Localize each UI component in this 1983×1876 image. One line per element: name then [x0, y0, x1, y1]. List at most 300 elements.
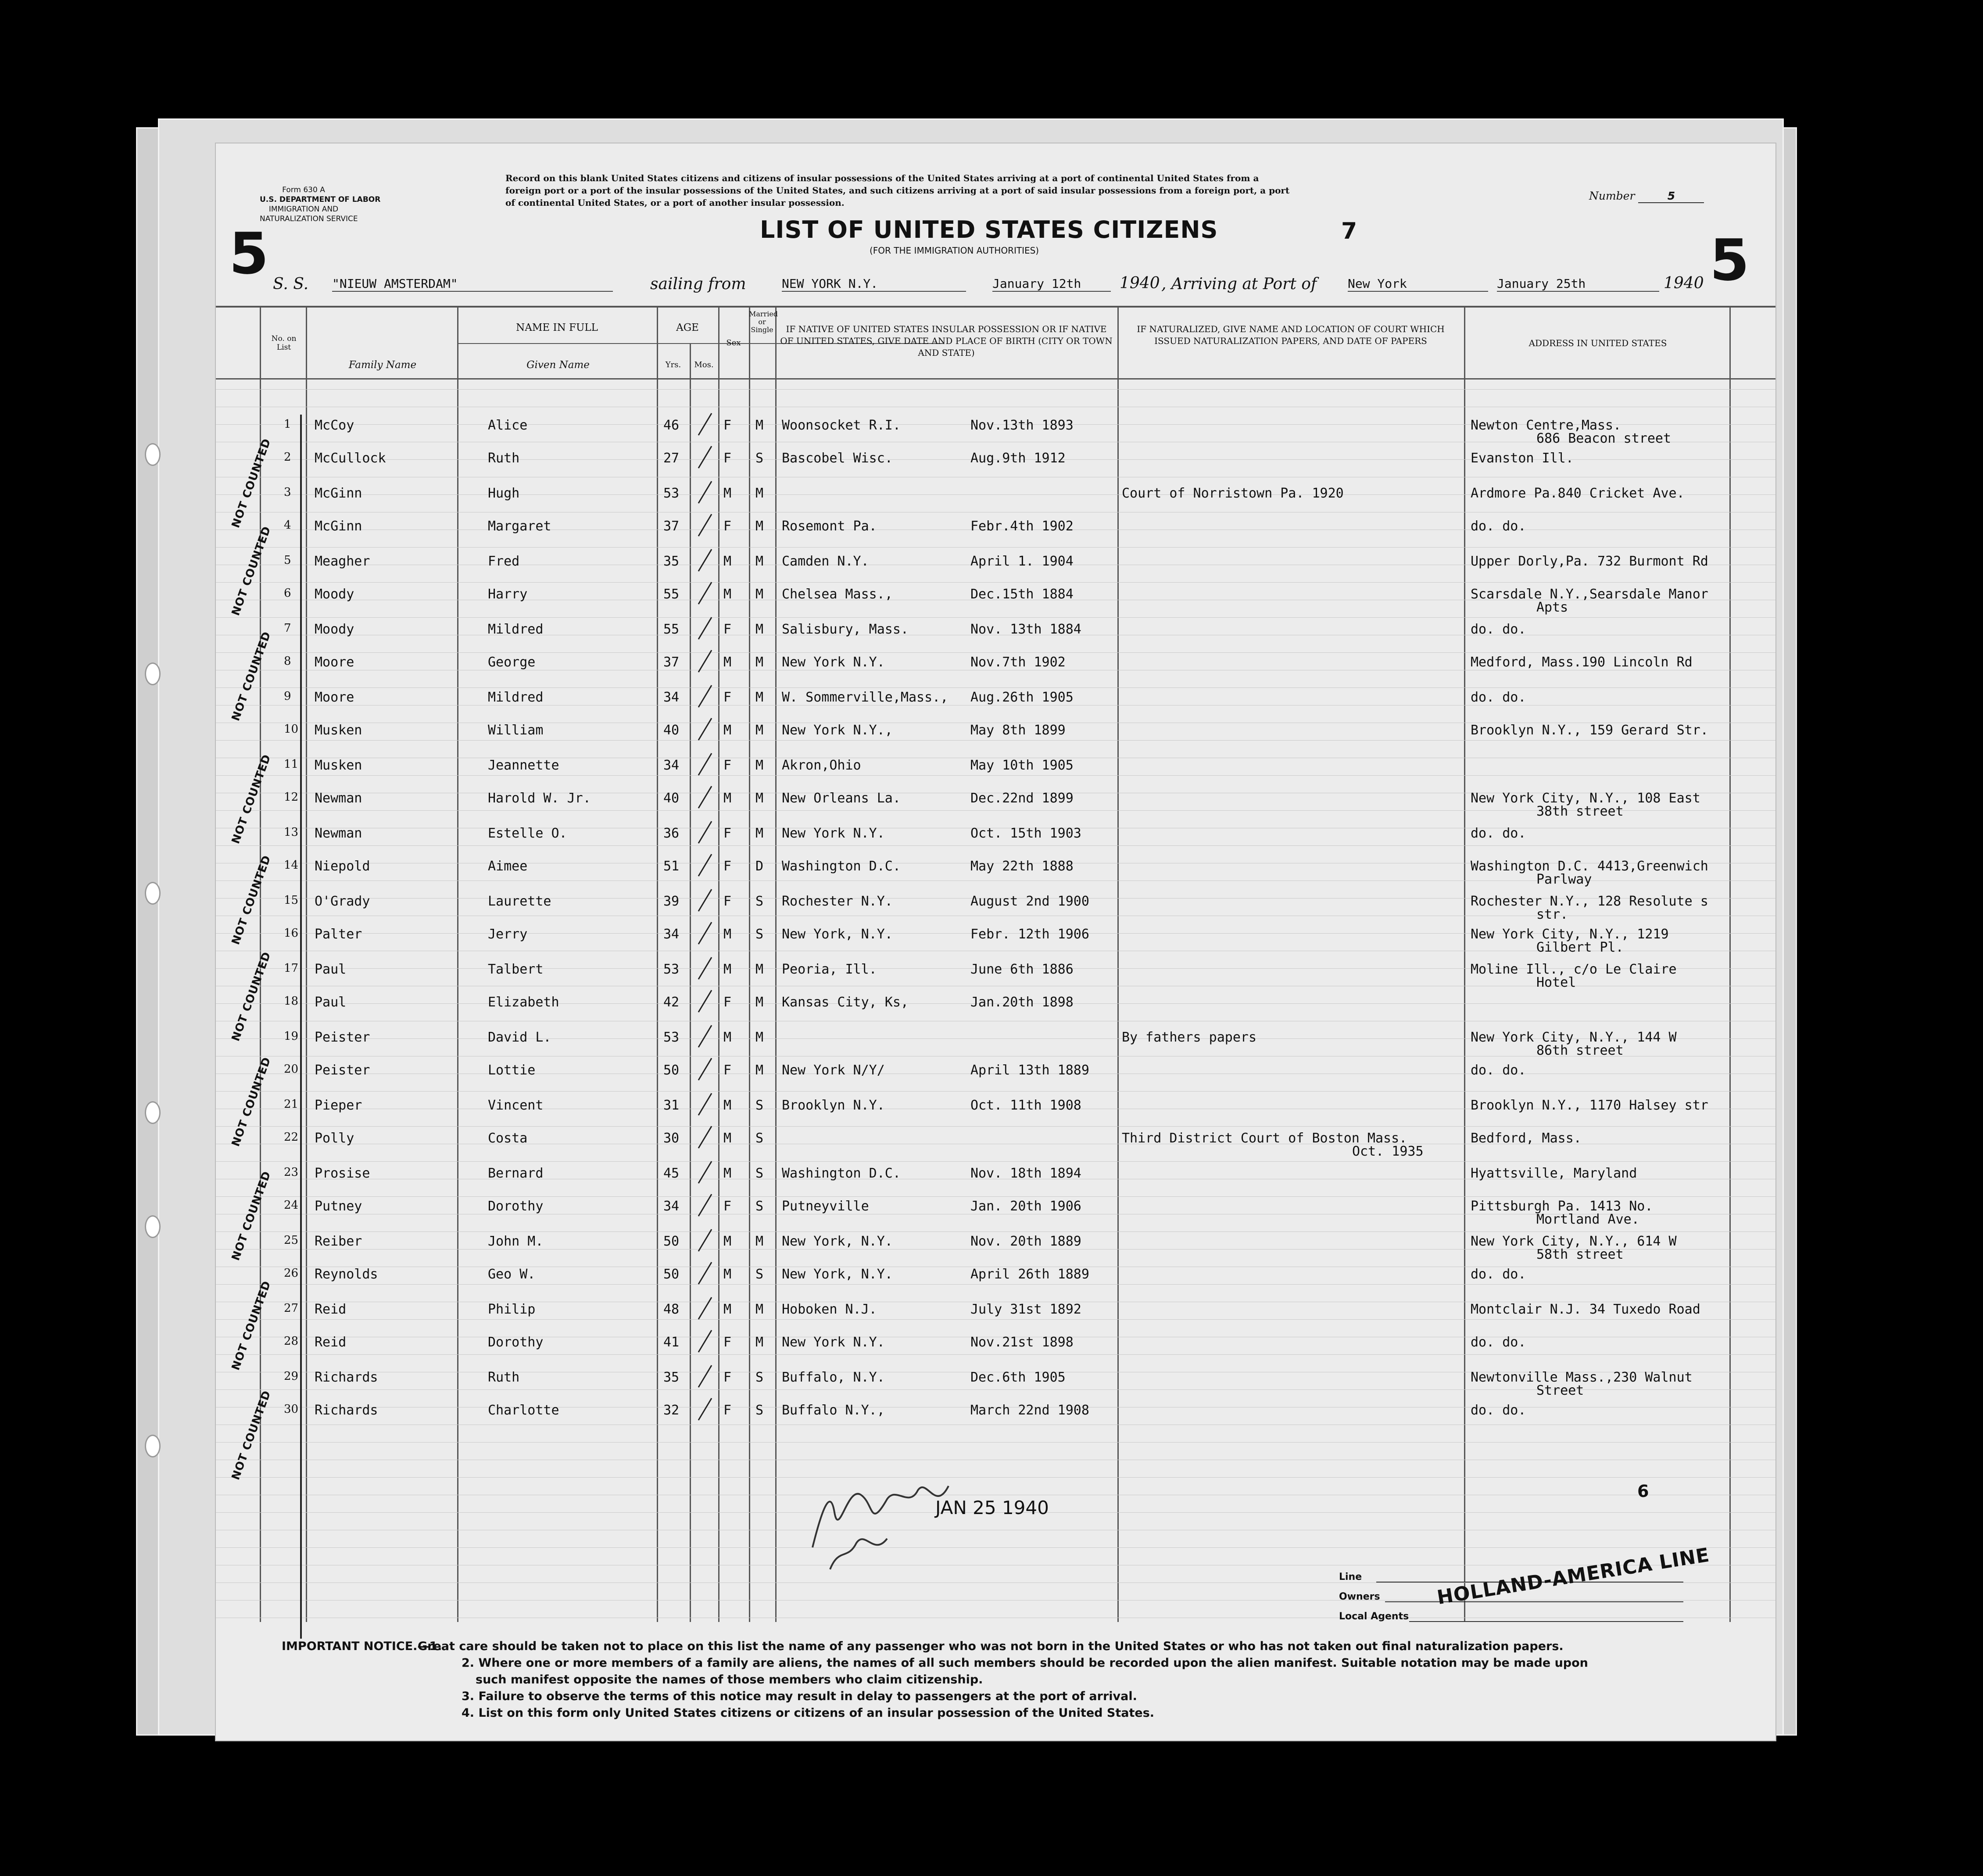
marital-status: M: [755, 486, 764, 501]
row-number: 2: [284, 451, 291, 464]
given-name: Fred: [488, 554, 520, 569]
address: New York City, N.Y., 108 East: [1471, 791, 1700, 806]
naturalization: Court of Norristown Pa. 1920: [1122, 486, 1344, 501]
table-row: [216, 1403, 1775, 1438]
header-married-single: Married or Single: [749, 310, 778, 334]
given-name: Jerry: [488, 927, 528, 942]
tick-mark: [696, 512, 714, 538]
birth-place: Rosemont Pa.: [782, 519, 877, 534]
address: Brooklyn N.Y., 1170 Halsey str: [1471, 1098, 1708, 1113]
given-name: Talbert: [488, 962, 544, 977]
arriving-label: , Arriving at Port of: [1161, 275, 1317, 293]
row-number: 20: [284, 1063, 299, 1076]
table-row: [216, 1030, 1775, 1065]
tick-mark: [696, 547, 714, 573]
marital-status: S: [755, 1199, 764, 1214]
age-years: 46: [663, 418, 680, 433]
table-row: [216, 622, 1775, 657]
row-number: 30: [284, 1403, 299, 1416]
tick-mark: [696, 1192, 714, 1218]
age-years: 36: [663, 826, 680, 841]
birth-date: Nov. 18th 1894: [970, 1166, 1081, 1181]
holland-america-stamp: HOLLAND-AMERICA LINE: [1435, 1543, 1711, 1609]
address: do. do.: [1471, 1063, 1526, 1078]
given-name: David L.: [488, 1030, 551, 1045]
address: New York City, N.Y., 614 W: [1471, 1234, 1677, 1249]
marital-status: S: [755, 1370, 764, 1385]
address: Washington D.C. 4413,Greenwich: [1471, 859, 1708, 874]
address: Newtonville Mass.,230 Walnut: [1471, 1370, 1693, 1385]
birth-place: Rochester N.Y.: [782, 894, 893, 909]
header-family-name: Family Name: [348, 359, 417, 371]
address: Hyattsville, Maryland: [1471, 1166, 1637, 1181]
birth-place: Salisbury, Mass.: [782, 622, 909, 637]
agents-label: Local Agents: [1339, 1611, 1409, 1622]
address: Newton Centre,Mass.: [1471, 418, 1621, 433]
family-name: McGinn: [315, 519, 362, 534]
sex: M: [723, 587, 732, 602]
given-name: Alice: [488, 418, 528, 433]
birth-date: Nov.7th 1902: [970, 655, 1066, 670]
line-label: Line: [1339, 1572, 1362, 1582]
header-age: AGE: [676, 322, 699, 333]
sex: F: [723, 1370, 732, 1385]
tick-mark: [696, 784, 714, 810]
corner-mark-left: 5: [229, 220, 269, 287]
not-counted-stamp: NOT COUNTED: [229, 853, 273, 946]
arrive-date: January 25th: [1497, 276, 1659, 292]
punch-hole: [145, 882, 161, 905]
row-number: 17: [284, 962, 299, 975]
depart-year: 1940: [1120, 274, 1160, 292]
given-name: Dorothy: [488, 1335, 544, 1350]
address-line-2: Parlway: [1536, 872, 1592, 887]
row-number: 9: [284, 690, 291, 703]
birth-date: March 22nd 1908: [970, 1403, 1089, 1418]
page-total: 6: [1637, 1482, 1649, 1501]
family-name: Richards: [315, 1370, 378, 1385]
sex: M: [723, 1030, 732, 1045]
marital-status: M: [755, 758, 764, 773]
address-line-2: Apts: [1536, 600, 1568, 615]
given-name: Philip: [488, 1302, 536, 1317]
address: do. do.: [1471, 519, 1526, 534]
sex: M: [723, 927, 732, 942]
age-years: 37: [663, 519, 680, 534]
not-counted-stamp: NOT COUNTED: [229, 524, 273, 617]
instruction-line: Record on this blank United States citizens and citizens of insular possessions of the United States arriving at a port of continental United States from a: [505, 173, 1259, 183]
table-row: [216, 723, 1775, 758]
not-counted-stamp: NOT COUNTED: [229, 752, 273, 845]
birth-date: Oct. 11th 1908: [970, 1098, 1081, 1113]
marital-status: M: [755, 723, 764, 738]
department: NATURALIZATION SERVICE: [260, 215, 358, 223]
marital-status: M: [755, 655, 764, 670]
sex: M: [723, 554, 732, 569]
naturalization: Third District Court of Boston Mass.: [1122, 1131, 1407, 1146]
family-name: Meagher: [315, 554, 370, 569]
sex: M: [723, 655, 732, 670]
family-name: Niepold: [315, 859, 370, 874]
row-number: 11: [284, 758, 299, 771]
address-line-2: 686 Beacon street: [1536, 431, 1672, 446]
row-number: 18: [284, 995, 299, 1008]
header-sex: Sex: [726, 338, 741, 347]
ruling-line: [216, 1477, 1775, 1478]
address: Montclair N.J. 34 Tuxedo Road: [1471, 1302, 1700, 1317]
sex: F: [723, 451, 732, 466]
sex: F: [723, 418, 732, 433]
number-field: [1589, 190, 1704, 203]
header-name-in-full: NAME IN FULL: [516, 322, 598, 333]
birth-date: Nov.21st 1898: [970, 1335, 1074, 1350]
birth-place: New Orleans La.: [782, 791, 901, 806]
age-years: 51: [663, 859, 680, 874]
family-name: Reiber: [315, 1234, 362, 1249]
address: Ardmore Pa.840 Cricket Ave.: [1471, 486, 1685, 501]
birth-date: May 10th 1905: [970, 758, 1074, 773]
address: Brooklyn N.Y., 159 Gerard Str.: [1471, 723, 1708, 738]
row-number: 23: [284, 1166, 299, 1179]
birth-place: Kansas City, Ks,: [782, 995, 909, 1010]
address: Medford, Mass.190 Lincoln Rd: [1471, 655, 1693, 670]
row-number: 26: [284, 1267, 299, 1280]
notice-item-1: Great care should be taken not to place on this list the name of any passenger who was not born in the United States or who has not taken out final naturalization papers.: [418, 1640, 1564, 1653]
address-line-2: 86th street: [1536, 1043, 1624, 1058]
number-label: Number: [1589, 190, 1635, 202]
table-row: [216, 927, 1775, 962]
table-row: [216, 1131, 1775, 1166]
tick-mark: [696, 1159, 714, 1185]
family-name: Reid: [315, 1335, 347, 1350]
page-title: LIST OF UNITED STATES CITIZENS: [760, 216, 1218, 243]
department: U.S. DEPARTMENT OF LABOR: [260, 195, 381, 204]
family-name: Newman: [315, 826, 362, 841]
age-years: 34: [663, 927, 680, 942]
marital-status: M: [755, 587, 764, 602]
row-number: 19: [284, 1030, 299, 1043]
marital-status: S: [755, 894, 764, 909]
address-line-2: Street: [1536, 1383, 1584, 1398]
tick-mark: [696, 1227, 714, 1253]
sex: M: [723, 1302, 732, 1317]
sex: F: [723, 859, 732, 874]
birth-place: Washington D.C.: [782, 1166, 901, 1181]
form-id-block: [260, 185, 381, 224]
sex: M: [723, 1267, 732, 1282]
notice-item-2: 2. Where one or more members of a family are aliens, the names of all such members should be recorded upon the alien manifest. Suitable notation may be made upon: [462, 1656, 1588, 1670]
tick-mark: [696, 751, 714, 777]
row-number: 1: [284, 418, 291, 431]
row-number: 28: [284, 1335, 299, 1348]
not-counted-stamp: NOT COUNTED: [229, 437, 273, 530]
birth-place: Bascobel Wisc.: [782, 451, 893, 466]
header-yrs: Yrs.: [665, 360, 681, 369]
age-years: 55: [663, 587, 680, 602]
not-counted-stamp: NOT COUNTED: [229, 950, 273, 1043]
birth-place: New York N.Y.: [782, 655, 885, 670]
tick-mark: [696, 1124, 714, 1150]
tick-mark: [696, 1091, 714, 1117]
family-name: Reid: [315, 1302, 347, 1317]
row-number: 5: [284, 554, 291, 567]
age-years: 40: [663, 723, 680, 738]
table-top-rule: [216, 306, 1775, 308]
row-number: 7: [284, 622, 291, 635]
marital-status: M: [755, 418, 764, 433]
sex: F: [723, 1335, 732, 1350]
birth-place: Akron,Ohio: [782, 758, 861, 773]
table-row: [216, 690, 1775, 725]
birth-place: New York N.Y.: [782, 1335, 885, 1350]
table-row: [216, 962, 1775, 997]
marital-status: S: [755, 1166, 764, 1181]
form-id: Form 630 A: [282, 186, 325, 194]
age-years: 30: [663, 1131, 680, 1146]
marital-status: S: [755, 451, 764, 466]
age-years: 50: [663, 1063, 680, 1078]
age-years: 31: [663, 1098, 680, 1113]
tick-mark: [696, 852, 714, 878]
tick-mark: [696, 1295, 714, 1321]
tick-mark: [696, 1363, 714, 1389]
address: Pittsburgh Pa. 1413 No.: [1471, 1199, 1653, 1214]
birth-place: Camden N.Y.: [782, 554, 869, 569]
family-name: Moore: [315, 655, 354, 670]
family-name: Polly: [315, 1131, 354, 1146]
arrive-year: 1940: [1664, 274, 1704, 292]
marital-status: M: [755, 690, 764, 705]
birth-date: Oct. 15th 1903: [970, 826, 1081, 841]
ss-label: S. S.: [273, 275, 309, 293]
age-years: 45: [663, 1166, 680, 1181]
address-line-2: 38th street: [1536, 804, 1624, 819]
tick-mark: [696, 1023, 714, 1049]
marital-status: M: [755, 622, 764, 637]
table-row: [216, 758, 1775, 793]
birth-place: New York, N.Y.: [782, 927, 893, 942]
owners-label: Owners: [1339, 1591, 1380, 1602]
given-name: Vincent: [488, 1098, 544, 1113]
table-row: [216, 1063, 1775, 1098]
punch-hole: [145, 443, 161, 466]
table-row: [216, 486, 1775, 521]
given-name: George: [488, 655, 536, 670]
sex: F: [723, 1199, 732, 1214]
agents-rule: [1409, 1621, 1683, 1622]
marital-status: M: [755, 519, 764, 534]
birth-date: Nov.13th 1893: [970, 418, 1074, 433]
birth-date: Aug.9th 1912: [970, 451, 1066, 466]
table-row: [216, 1335, 1775, 1370]
header-no-on-list: No. on List: [271, 334, 297, 352]
row-number: 3: [284, 486, 291, 499]
address-line-2: Gilbert Pl.: [1536, 940, 1624, 955]
given-name: Harold W. Jr.: [488, 791, 591, 806]
table-row: [216, 859, 1775, 894]
table-row: [216, 1234, 1775, 1269]
birth-date: Dec.15th 1884: [970, 587, 1074, 602]
naturalization-date: Oct. 1935: [1352, 1144, 1424, 1159]
not-counted-stamp: NOT COUNTED: [229, 1169, 273, 1262]
age-years: 34: [663, 1199, 680, 1214]
header-bottom-rule: [216, 378, 1775, 379]
family-name: Musken: [315, 758, 362, 773]
address: Evanston Ill.: [1471, 451, 1574, 466]
naturalization: By fathers papers: [1122, 1030, 1257, 1045]
row-number: 21: [284, 1098, 299, 1111]
row-number: 13: [284, 826, 299, 839]
age-years: 35: [663, 1370, 680, 1385]
family-name: O'Grady: [315, 894, 370, 909]
family-name: Reynolds: [315, 1267, 378, 1282]
birth-date: April 26th 1889: [970, 1267, 1089, 1282]
tick-mark: [696, 1328, 714, 1354]
family-name: Moore: [315, 690, 354, 705]
sex: F: [723, 758, 732, 773]
row-number: 24: [284, 1199, 299, 1212]
sex: M: [723, 962, 732, 977]
table-row: [216, 1098, 1775, 1133]
address: Bedford, Mass.: [1471, 1131, 1582, 1146]
sex: F: [723, 622, 732, 637]
marital-status: M: [755, 1335, 764, 1350]
table-row: [216, 587, 1775, 622]
tick-mark: [696, 920, 714, 946]
age-years: 32: [663, 1403, 680, 1418]
given-name: Lottie: [488, 1063, 536, 1078]
marital-status: M: [755, 962, 764, 977]
birth-date: Jan. 20th 1906: [970, 1199, 1081, 1214]
header-naturalized: IF NATURALIZED, GIVE NAME AND LOCATION OF COURT WHICH ISSUED NATURALIZATION PAPERS, AND DATE OF PAPERS: [1137, 324, 1445, 346]
sex: F: [723, 826, 732, 841]
family-name: Peister: [315, 1030, 370, 1045]
table-row: [216, 1370, 1775, 1405]
birth-place: New York, N.Y.: [782, 1267, 893, 1282]
tick-mark: [696, 683, 714, 709]
family-name: Paul: [315, 995, 347, 1010]
address-line-2: 58th street: [1536, 1247, 1624, 1262]
page-subtitle: (FOR THE IMMIGRATION AUTHORITIES): [870, 245, 1039, 256]
header-birth: IF NATIVE OF UNITED STATES INSULAR POSSESSION OR IF NATIVE OF UNITED STATES, GIVE DATE AND PLACE OF BIRTH (CITY OR TOWN AND STATE): [780, 324, 1113, 358]
family-name: Paul: [315, 962, 347, 977]
punch-hole: [145, 1215, 161, 1238]
instruction-line: foreign port or a port of the insular possessions of the United States, and such citizens arriving at a port of said insular possessions from a foreign port, a port: [505, 185, 1290, 196]
age-years: 50: [663, 1234, 680, 1249]
address: Upper Dorly,Pa. 732 Burmont Rd: [1471, 554, 1708, 569]
header-mos: Mos.: [694, 360, 714, 369]
birth-date: August 2nd 1900: [970, 894, 1089, 909]
family-name: McCoy: [315, 418, 354, 433]
family-name: Palter: [315, 927, 362, 942]
table-row: [216, 1302, 1775, 1337]
birth-date: April 1. 1904: [970, 554, 1074, 569]
birth-place: New York N/Y/: [782, 1063, 885, 1078]
tick-mark: [696, 615, 714, 641]
marital-status: S: [755, 1098, 764, 1113]
row-number: 14: [284, 859, 299, 872]
row-number: 15: [284, 894, 299, 907]
address-line-2: Mortland Ave.: [1536, 1212, 1639, 1227]
not-counted-stamp: NOT COUNTED: [229, 630, 273, 723]
number-value: 5: [1638, 190, 1704, 203]
age-years: 27: [663, 451, 680, 466]
row-number: 12: [284, 791, 299, 804]
age-years: 55: [663, 622, 680, 637]
sex: F: [723, 894, 732, 909]
family-name: Pieper: [315, 1098, 362, 1113]
birth-place: Hoboken N.J.: [782, 1302, 877, 1317]
family-name: Musken: [315, 723, 362, 738]
given-name: Costa: [488, 1131, 528, 1146]
instructions: [505, 172, 1289, 209]
birth-date: Jan.20th 1898: [970, 995, 1074, 1010]
header-address: ADDRESS IN UNITED STATES: [1528, 338, 1667, 348]
table-row: [216, 655, 1775, 690]
age-years: 34: [663, 690, 680, 705]
table-row: [216, 1199, 1775, 1234]
marital-status: M: [755, 995, 764, 1010]
notice-title: IMPORTANT NOTICE.—1.: [282, 1640, 442, 1653]
tick-mark: [696, 1396, 714, 1422]
not-counted-stamp: NOT COUNTED: [229, 1389, 273, 1482]
address: do. do.: [1471, 1335, 1526, 1350]
age-years: 42: [663, 995, 680, 1010]
family-name: McCullock: [315, 451, 386, 466]
marital-status: M: [755, 791, 764, 806]
family-name: Moody: [315, 587, 354, 602]
table-row: [216, 519, 1775, 554]
table-row: [216, 554, 1775, 589]
family-name: Moody: [315, 622, 354, 637]
row-number: 27: [284, 1302, 299, 1315]
address-line-2: str.: [1536, 907, 1568, 922]
sex: F: [723, 995, 732, 1010]
tick-mark: [696, 648, 714, 674]
birth-date: July 31st 1892: [970, 1302, 1081, 1317]
birth-place: New York N.Y.: [782, 826, 885, 841]
given-name: Geo W.: [488, 1267, 536, 1282]
table-row: [216, 451, 1775, 486]
family-name: Peister: [315, 1063, 370, 1078]
given-name: Elizabeth: [488, 995, 559, 1010]
birth-place: Chelsea Mass.,: [782, 587, 893, 602]
table-row: [216, 1267, 1775, 1302]
sex: F: [723, 519, 732, 534]
birth-place: New York, N.Y.: [782, 1234, 893, 1249]
age-years: 35: [663, 554, 680, 569]
row-number: 16: [284, 927, 299, 940]
birth-date: Dec.22nd 1899: [970, 791, 1074, 806]
table-row: [216, 826, 1775, 861]
birth-place: Woonsocket R.I.: [782, 418, 901, 433]
page-mark: 7: [1341, 218, 1357, 244]
notice-item-4: 4. List on this form only United States citizens or citizens of an insular possession of the United States.: [462, 1706, 1155, 1720]
tick-mark: [696, 955, 714, 981]
marital-status: M: [755, 554, 764, 569]
marital-status: S: [755, 927, 764, 942]
birth-date: Nov. 20th 1889: [970, 1234, 1081, 1249]
address: do. do.: [1471, 1267, 1526, 1282]
tick-mark: [696, 580, 714, 606]
birth-date: May 8th 1899: [970, 723, 1066, 738]
sex: M: [723, 791, 732, 806]
sex: M: [723, 1098, 732, 1113]
notice-item-2b: such manifest opposite the names of those members who claim citizenship.: [476, 1673, 983, 1686]
birth-place: W. Sommerville,Mass.,: [782, 690, 949, 705]
address: Scarsdale N.Y.,Searsdale Manor: [1471, 587, 1708, 602]
birth-date: Aug.26th 1905: [970, 690, 1074, 705]
